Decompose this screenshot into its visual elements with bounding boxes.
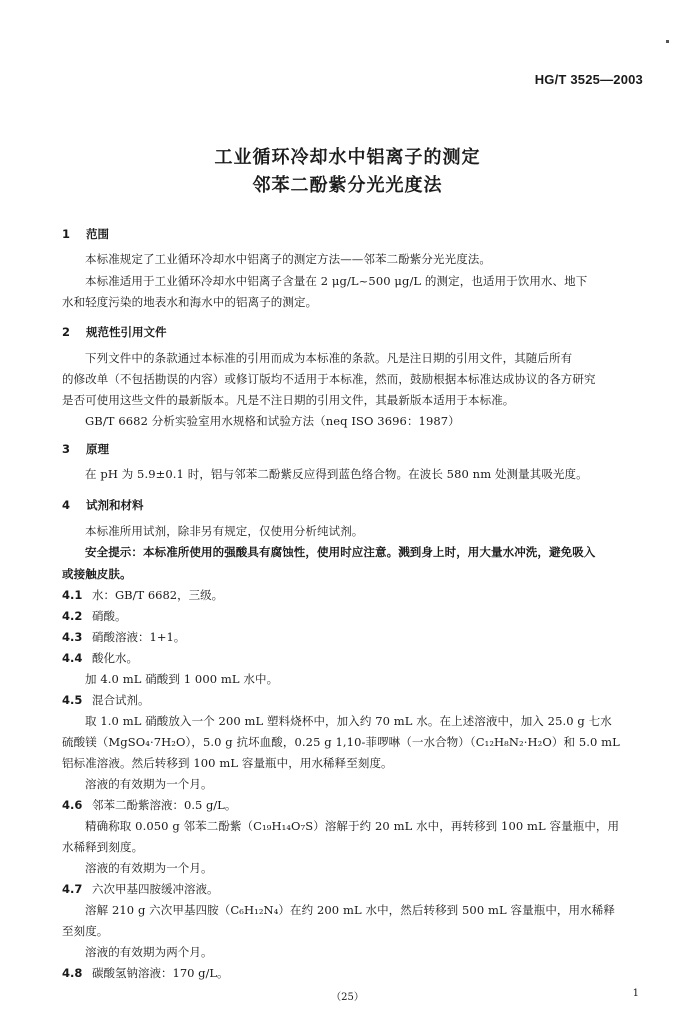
- section-1-title: 范围: [86, 227, 109, 241]
- item-4-3: [62, 629, 185, 645]
- section-3-number: 3: [62, 442, 71, 456]
- item-4-2: [62, 608, 127, 624]
- item-4-1: [62, 587, 223, 603]
- item-4-2-number: 4.2: [62, 609, 83, 623]
- item-4-4: [62, 650, 138, 666]
- safety-warning-a: 安全提示：本标准所使用的强酸具有腐蚀性，使用时应注意。溅到身上时，用大量水冲洗，避免吸入: [85, 545, 596, 559]
- item-4-1-number: 4.1: [62, 588, 83, 602]
- item-4-7-validity: 溶液的有效期为两个月。: [85, 945, 213, 959]
- normative-reference: GB/T 6682 分析实验室用水规格和试验方法（neq ISO 3696：1987）: [85, 414, 460, 428]
- item-4-6-number: 4.6: [62, 798, 83, 812]
- item-4-5: [62, 692, 150, 708]
- section-3-heading: [62, 441, 109, 457]
- safety-warning-b: 或接触皮肤。: [62, 567, 132, 581]
- section-4-title: 试剂和材料: [86, 498, 144, 512]
- item-4-7-paragraph-a: 溶解 210 g 六次甲基四胺（C₆H₁₂N₄）在约 200 mL 水中，然后转移到 500 mL 容量瓶中，用水稀释: [85, 903, 615, 917]
- item-4-3-number: 4.3: [62, 630, 83, 644]
- footer-page-number: 1: [632, 988, 639, 999]
- item-4-8-text: 碳酸氢钠溶液：170 g/L。: [92, 966, 229, 980]
- item-4-5-validity: 溶液的有效期为一个月。: [85, 777, 213, 791]
- section-3-title: 原理: [86, 442, 109, 456]
- item-4-8: [62, 965, 228, 981]
- item-4-5-paragraph-a: 取 1.0 mL 硝酸放入一个 200 mL 塑料烧杯中，加入约 70 mL 水。在上述溶液中，加入 25.0 g 七水: [85, 714, 612, 728]
- section-2-heading: [62, 324, 167, 340]
- section-4-heading: [62, 497, 144, 513]
- standard-number: HG/T 3525—2003: [534, 72, 643, 87]
- item-4-4-paragraph: 加 4.0 mL 硝酸到 1 000 mL 水中。: [85, 672, 279, 686]
- item-4-5-text: 混合试剂。: [92, 693, 150, 707]
- footer-page-center: （25）: [331, 992, 364, 1003]
- section-2-paragraph-1b: 的修改单（不包括勘误的内容）或修订版均不适用于本标准，然而，鼓励根据本标准达成协议的各方研究: [62, 372, 596, 386]
- item-4-5-paragraph-c: 铝标准溶液。然后转移到 100 mL 容量瓶中，用水稀释至刻度。: [62, 756, 393, 770]
- item-4-8-number: 4.8: [62, 966, 83, 980]
- item-4-3-text: 硝酸溶液：1+1。: [92, 630, 186, 644]
- section-1-paragraph-2b: 水和轻度污染的地表水和海水中的铝离子的测定。: [62, 295, 318, 309]
- section-3-paragraph-1: 在 pH 为 5.9±0.1 时，铝与邻苯二酚紫反应得到蓝色络合物。在波长 580 nm 处测量其吸光度。: [85, 467, 588, 481]
- section-1-heading: [62, 226, 109, 242]
- item-4-6: [62, 797, 236, 813]
- item-4-6-text: 邻苯二酚紫溶液：0.5 g/L。: [92, 798, 237, 812]
- section-2-paragraph-1c: 是否可使用这些文件的最新版本。凡是不注日期的引用文件，其最新版本适用于本标准。: [62, 393, 515, 407]
- section-2-number: 2: [62, 325, 71, 339]
- section-1-paragraph-2a: 本标准适用于工业循环冷却水中铝离子含量在 2 μg/L~500 μg/L 的测定，也适用于饮用水、地下: [85, 274, 588, 288]
- section-4-paragraph-1: 本标准所用试剂，除非另有规定，仅使用分析纯试剂。: [85, 524, 364, 538]
- item-4-5-paragraph-b: 硫酸镁（MgSO₄·7H₂O），5.0 g 抗坏血酸，0.25 g 1,10-菲啰啉（一水合物）（C₁₂H₈N₂·H₂O）和 5.0 mL: [62, 735, 620, 749]
- section-2-title: 规范性引用文件: [86, 325, 167, 339]
- item-4-7-paragraph-b: 至刻度。: [62, 924, 109, 938]
- item-4-6-validity: 溶液的有效期为一个月。: [85, 861, 213, 875]
- item-4-5-number: 4.5: [62, 693, 83, 707]
- item-4-7: [62, 881, 219, 897]
- item-4-6-paragraph-a: 精确称取 0.050 g 邻苯二酚紫（C₁₉H₁₄O₇S）溶解于约 20 mL 水中，再转移到 100 mL 容量瓶中，用: [85, 819, 620, 833]
- section-1-paragraph-1: 本标准规定了工业循环冷却水中铝离子的测定方法——邻苯二酚紫分光光度法。: [85, 252, 491, 266]
- corner-mark: [666, 40, 669, 43]
- item-4-4-text: 酸化水。: [92, 651, 138, 665]
- item-4-7-text: 六次甲基四胺缓冲溶液。: [92, 882, 219, 896]
- title-line-2: 邻苯二酚紫分光光度法: [252, 175, 443, 196]
- item-4-7-number: 4.7: [62, 882, 83, 896]
- item-4-6-paragraph-b: 水稀释到刻度。: [62, 840, 144, 854]
- item-4-1-text: 水：GB/T 6682，三级。: [92, 588, 224, 602]
- section-2-paragraph-1a: 下列文件中的条款通过本标准的引用而成为本标准的条款。凡是注日期的引用文件，其随后所有: [85, 351, 573, 365]
- section-1-number: 1: [62, 227, 71, 241]
- section-4-number: 4: [62, 498, 71, 512]
- title-line-1: 工业循环冷却水中铝离子的测定: [214, 147, 481, 168]
- item-4-2-text: 硝酸。: [92, 609, 127, 623]
- item-4-4-number: 4.4: [62, 651, 83, 665]
